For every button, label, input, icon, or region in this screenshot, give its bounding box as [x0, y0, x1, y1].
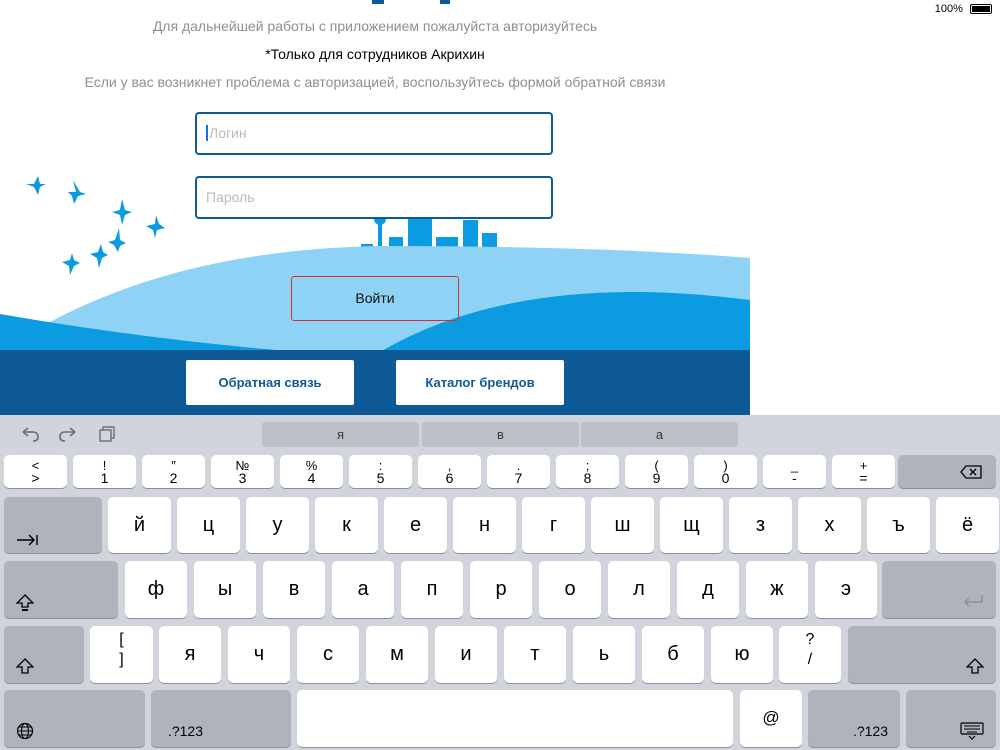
paste-icon[interactable] [98, 426, 120, 444]
key-ц[interactable]: ц [177, 497, 240, 553]
numbers-left-key[interactable]: .?123 [151, 690, 291, 747]
key-с[interactable]: с [297, 626, 359, 683]
staff-only-note: *Только для сотрудников Акрихин [265, 46, 485, 62]
key-в[interactable]: в [263, 561, 325, 618]
key-у[interactable]: у [246, 497, 309, 553]
key-г[interactable]: г [522, 497, 585, 553]
key-num-12[interactable]: + = [832, 455, 895, 488]
birds-icon [26, 176, 165, 275]
suggestion-2[interactable]: в [422, 422, 579, 447]
auth-instruction: Для дальнейшей работы с приложением пожалуйста авторизуйтесь [152, 18, 598, 34]
key-ч[interactable]: ч [228, 626, 290, 683]
key-т[interactable]: т [504, 626, 566, 683]
key-num-10[interactable]: ) 0 [694, 455, 757, 488]
key-num-1[interactable]: ! 1 [73, 455, 136, 488]
return-key[interactable] [882, 561, 996, 618]
shift-icon [966, 658, 984, 679]
key-и[interactable]: и [435, 626, 497, 683]
delete-icon [960, 465, 982, 484]
numbers-right-key[interactable]: .?123 [808, 690, 900, 747]
globe-icon [16, 722, 34, 745]
return-icon [962, 594, 984, 613]
key-б[interactable]: б [642, 626, 704, 683]
brand-catalog-button[interactable]: Каталог брендов [396, 360, 564, 405]
feedback-hint: Если у вас возникнет проблема с авторизацией, воспользуйтесь формой обратной связи [84, 74, 666, 90]
key-slash[interactable]: ? / [779, 626, 841, 683]
globe-key[interactable] [4, 690, 145, 747]
undo-icon[interactable] [20, 426, 42, 444]
battery-icon [970, 4, 992, 14]
feedback-button[interactable]: Обратная связь [186, 360, 354, 405]
key-л[interactable]: л [608, 561, 670, 618]
text-caret [206, 125, 208, 141]
key-э[interactable]: э [815, 561, 877, 618]
delete-key[interactable] [898, 455, 996, 488]
key-num-9[interactable]: ( 9 [625, 455, 688, 488]
key-ъ[interactable]: ъ [867, 497, 930, 553]
key-щ[interactable]: щ [660, 497, 723, 553]
key-num-11[interactable]: _ - [763, 455, 826, 488]
key-х[interactable]: х [798, 497, 861, 553]
key-num-8[interactable]: ; 8 [556, 455, 619, 488]
password-placeholder: Пароль [206, 189, 255, 205]
key-ш[interactable]: ш [591, 497, 654, 553]
space-key[interactable] [297, 690, 733, 747]
battery-indicator: 100% [935, 3, 992, 15]
keyboard-toolbar [0, 415, 1000, 453]
page-title-fragment [340, 0, 460, 6]
caps-lock-icon [16, 594, 34, 617]
key-num-2[interactable]: ″ 2 [142, 455, 205, 488]
key-а[interactable]: а [332, 561, 394, 618]
shift-left-key[interactable] [4, 626, 84, 683]
login-input[interactable] [195, 112, 553, 155]
key-п[interactable]: п [401, 561, 463, 618]
login-placeholder: Логин [209, 125, 247, 141]
key-num-4[interactable]: % 4 [280, 455, 343, 488]
password-input[interactable] [195, 176, 553, 219]
key-ы[interactable]: ы [194, 561, 256, 618]
onscreen-keyboard [0, 415, 1000, 750]
key-о[interactable]: о [539, 561, 601, 618]
key-num-7[interactable]: . 7 [487, 455, 550, 488]
key-м[interactable]: м [366, 626, 428, 683]
key-д[interactable]: д [677, 561, 739, 618]
hide-keyboard-key[interactable] [906, 690, 996, 747]
suggestion-3[interactable]: а [581, 422, 738, 447]
key-at[interactable]: @ [740, 690, 802, 747]
key-н[interactable]: н [453, 497, 516, 553]
key-ё[interactable]: ё [936, 497, 999, 553]
key-я[interactable]: я [159, 626, 221, 683]
login-screen [0, 0, 750, 415]
key-р[interactable]: р [470, 561, 532, 618]
key-num-0[interactable]: < > [4, 455, 67, 488]
key-bracket[interactable]: [ ] [90, 626, 153, 683]
tab-icon [16, 533, 38, 551]
suggestion-1[interactable]: я [262, 422, 419, 447]
key-ж[interactable]: ж [746, 561, 808, 618]
tab-key[interactable] [4, 497, 102, 553]
key-к[interactable]: к [315, 497, 378, 553]
caps-lock-key[interactable] [4, 561, 118, 618]
key-й[interactable]: й [108, 497, 171, 553]
key-num-6[interactable]: , 6 [418, 455, 481, 488]
key-з[interactable]: з [729, 497, 792, 553]
login-button[interactable]: Войти [291, 276, 459, 321]
shift-icon [16, 658, 34, 679]
shift-right-key[interactable] [848, 626, 996, 683]
key-ф[interactable]: ф [125, 561, 187, 618]
key-ю[interactable]: ю [711, 626, 773, 683]
keyboard-dismiss-icon [960, 722, 984, 745]
footer-band [0, 350, 750, 415]
redo-icon[interactable] [58, 426, 80, 444]
key-ь[interactable]: ь [573, 626, 635, 683]
key-num-5[interactable]: : 5 [349, 455, 412, 488]
key-num-3[interactable]: № 3 [211, 455, 274, 488]
key-е[interactable]: е [384, 497, 447, 553]
